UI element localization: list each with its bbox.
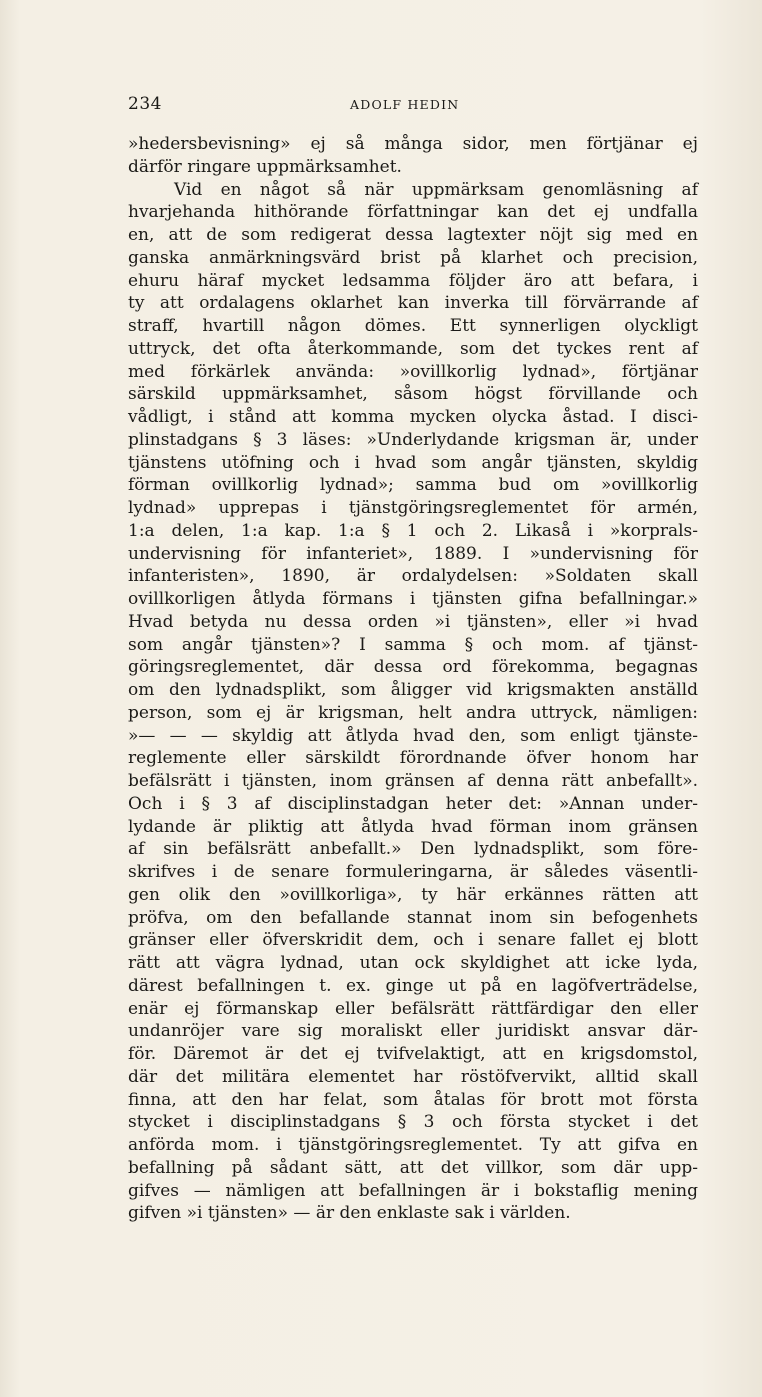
text-line: tjänstens utöfning och i hvad som angår tjänsten, skyldig <box>128 452 698 473</box>
text-line: för. Däremot är det ej tvifvelaktigt, att en krigsdomstol, <box>128 1044 698 1064</box>
text-line: undervisning för infanteriet», 1889. I »undervisning för <box>128 543 698 564</box>
text-line: undanröjer vare sig moraliskt eller juridiskt ansvar där- <box>128 1021 698 1042</box>
text-line: lydande är pliktig att åtlyda hvad förman inom gränsen <box>128 816 698 837</box>
text-line: ehuru häraf mycket ledsamma följder äro att befara, i <box>128 270 698 291</box>
text-line: anförda mom. i tjänstgöringsreglementet. Ty att gifva en <box>128 1135 698 1155</box>
text-line: som angår tjänsten»? I samma § och mom. af tjänst- <box>128 634 698 655</box>
body-text <box>128 133 698 1225</box>
text-line: stycket i disciplinstadgans § 3 och första stycket i det <box>128 1112 698 1133</box>
text-line: enär ej förmanskap eller befälsrätt rättfärdigar den eller <box>128 998 698 1019</box>
text-line: lydnad» upprepas i tjänstgöringsreglementet för armén, <box>128 498 698 518</box>
text-line: en, att de som redigerat dessa lagtexter nöjt sig med en <box>128 225 698 245</box>
text-line: gränser eller öfverskridit dem, och i senare fallet ej blott <box>128 930 698 951</box>
text-line: vådligt, i stånd att komma mycken olycka åstad. I disci- <box>128 407 698 427</box>
text-line: gifven »i tjänsten» — är den enklaste sak i världen. <box>128 1203 571 1224</box>
text-line: ovillkorligen åtlyda förmans i tjänsten gifna befallningar.» <box>128 589 698 609</box>
text-line: person, som ej är krigsman, helt andra uttryck, nämligen: <box>128 702 698 723</box>
text-line: därför ringare uppmärksamhet. <box>128 156 402 177</box>
text-line: af sin befälsrätt anbefallt.» Den lydnadsplikt, som före- <box>128 839 698 860</box>
text-line: befälsrätt i tjänsten, inom gränsen af denna rätt anbefallt». <box>128 771 698 791</box>
text-line: ganska anmärkningsvärd brist på klarhet och precision, <box>128 247 698 268</box>
text-line: rätt att vägra lydnad, utan ock skyldighet att icke lyda, <box>128 953 698 973</box>
text-line: göringsreglementet, där dessa ord förekomma, begagnas <box>128 657 698 678</box>
text-line: »hedersbevisning» ej så många sidor, men förtjänar ej <box>128 134 698 154</box>
text-line: särskild uppmärksamhet, såsom högst förvillande och <box>128 384 698 405</box>
text-line: ty att ordalagens oklarhet kan inverka till förvärrande af <box>128 293 698 314</box>
page-header <box>128 94 698 116</box>
text-line: finna, att den har felat, som åtalas för brott mot första <box>128 1089 698 1110</box>
text-line: där det militära elementet har röstöfvervikt, alltid skall <box>128 1066 698 1087</box>
text-line: »— — — skyldig att åtlyda hvad den, som enligt tjänste- <box>128 725 698 746</box>
text-line: 1:a delen, 1:a kap. 1:a § 1 och 2. Likaså i »korprals- <box>128 520 698 541</box>
text-line: Vid en något så när uppmärksam genomläsning af <box>174 179 698 200</box>
text-line: uttryck, det ofta återkommande, som det tyckes rent af <box>128 338 698 359</box>
text-line: pröfva, om den befallande stannat inom sin befogenhets <box>128 907 698 928</box>
text-line: plinstadgans § 3 läses: »Underlydande krigsman är, under <box>128 429 698 450</box>
text-line: Hvad betyda nu dessa orden »i tjänsten», eller »i hvad <box>128 611 698 632</box>
text-line: gen olik den »ovillkorliga», ty här erkännes rätten att <box>128 884 698 905</box>
text-line: skrifves i de senare formuleringarna, är således väsentli- <box>128 862 698 882</box>
text-line: straff, hvartill någon dömes. Ett synnerligen olyckligt <box>128 316 698 336</box>
text-line: med förkärlek använda: »ovillkorlig lydnad», förtjänar <box>128 361 698 382</box>
text-line: Och i § 3 af disciplinstadgan heter det: »Annan under- <box>128 793 698 814</box>
text-line: därest befallningen t. ex. ginge ut på en lagöfverträdelse, <box>128 975 698 996</box>
page-number: 234 <box>128 94 162 114</box>
running-head: ADOLF HEDIN <box>350 97 460 112</box>
text-line: infanteristen», 1890, är ordalydelsen: »Soldaten skall <box>128 566 698 587</box>
text-line: befallning på sådant sätt, att det villkor, som där upp- <box>128 1157 698 1178</box>
text-line: om den lydnadsplikt, som åligger vid krigsmakten anställd <box>128 680 698 700</box>
text-line: gifves — nämligen att befallningen är i bokstaflig mening <box>128 1180 698 1201</box>
text-line: hvarjehanda hithörande författningar kan det ej undfalla <box>128 202 698 223</box>
text-line: förman ovillkorlig lydnad»; samma bud om »ovillkorlig <box>128 475 698 496</box>
text-line: reglemente eller särskildt förordnande öfver honom har <box>128 748 698 769</box>
